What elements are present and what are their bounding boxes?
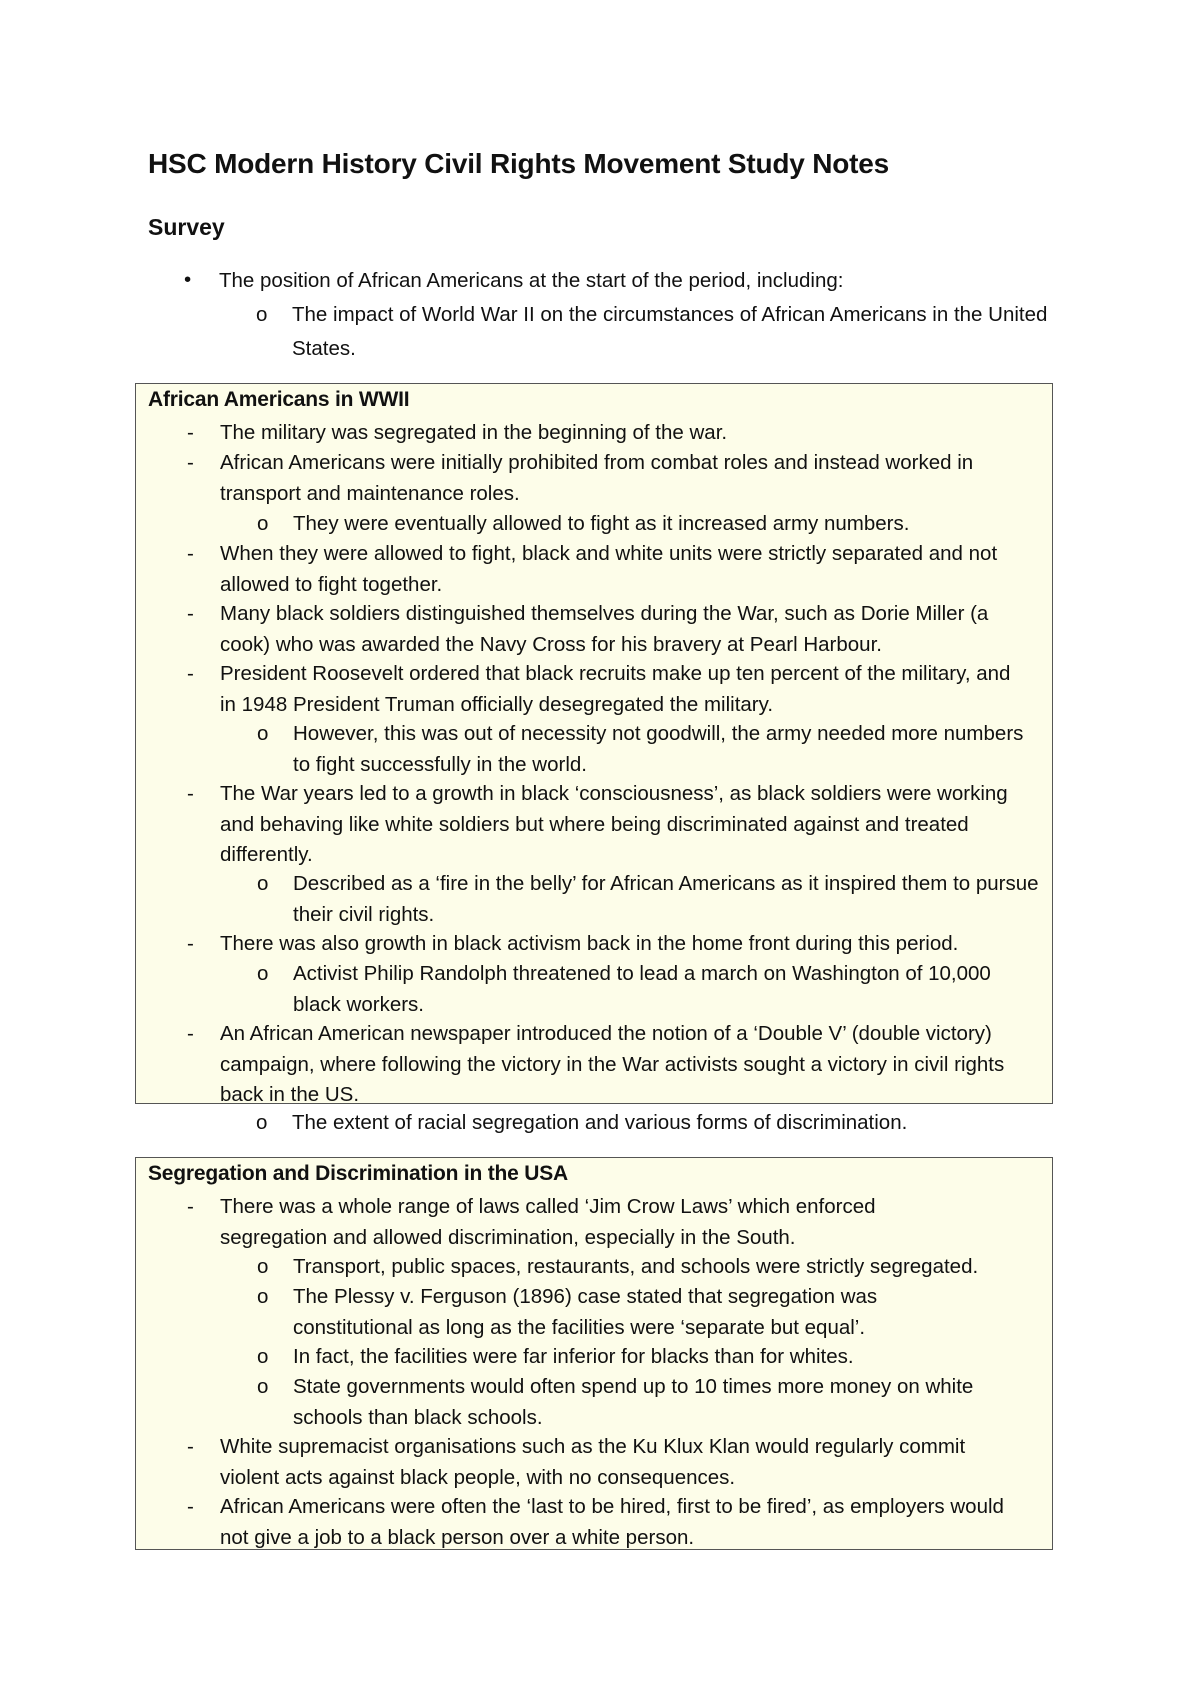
circle-marker: o [257, 1285, 269, 1308]
list-item-text: The impact of World War II on the circumstances of African Americans in the United States. [292, 303, 1048, 360]
list-item-text: When they were allowed to fight, black and white units were strictly separated and not allowed to fight together. [220, 542, 998, 596]
list-item [187, 448, 1040, 509]
list-item [257, 1372, 993, 1433]
list-item-text: An African American newspaper introduced the notion of a ‘Double V’ (double victory) campaign, where following the victory in the War activists sought a victory in civil rights back in the US. [220, 1022, 1005, 1107]
dash-marker: - [187, 542, 194, 565]
list-item-text: The extent of racial segregation and various forms of discrimination. [292, 1111, 908, 1134]
dash-marker: - [187, 421, 194, 444]
list-item-text: White supremacist organisations such as the Ku Klux Klan would regularly commit violent acts against black people, with no consequences. [220, 1435, 966, 1489]
notes-box-wwii [135, 383, 1053, 1107]
dash-marker: - [187, 662, 194, 685]
circle-marker: o [257, 872, 269, 895]
list-item [257, 509, 1043, 540]
list-item [256, 298, 1062, 366]
list-item-text: There was a whole range of laws called ‘Jim Crow Laws’ which enforced segregation and allowed discrimination, especially in the South. [220, 1195, 876, 1249]
list-item [257, 1282, 993, 1343]
circle-marker: o [257, 1375, 269, 1398]
list-item [257, 719, 1033, 780]
list-item [184, 264, 1059, 298]
list-item [187, 1019, 1040, 1111]
circle-marker: o [257, 512, 269, 535]
dash-marker: - [187, 451, 194, 474]
circle-marker: o [257, 1255, 269, 1278]
circle-marker: o [256, 1111, 268, 1134]
list-item-text: Transport, public spaces, restaurants, and schools were strictly segregated. [293, 1255, 979, 1278]
list-item-text: The position of African Americans at the start of the period, including: [219, 269, 844, 292]
list-item-text: Many black soldiers distinguished themselves during the War, such as Dorie Miller (a cook) who was awarded the Navy Cross for his bravery at Pearl Harbour. [220, 602, 989, 656]
notes-box-segregation [135, 1157, 1053, 1550]
circle-marker: o [257, 962, 269, 985]
list-item [187, 418, 1040, 449]
list-item-text: President Roosevelt ordered that black recruits make up ten percent of the military, and in 1948 President Truman officially desegregated the military. [220, 662, 1011, 716]
bullet-marker: • [184, 268, 192, 291]
list-item-text: In fact, the facilities were far inferior for blacks than for whites. [293, 1345, 854, 1368]
list-item [256, 1106, 1062, 1140]
list-item-text: There was also growth in black activism back in the home front during this period. [220, 932, 959, 955]
box-heading: Segregation and Discrimination in the USA [148, 1162, 569, 1185]
list-item [257, 869, 1043, 930]
list-item [187, 659, 1030, 720]
dash-marker: - [187, 1435, 194, 1458]
section-heading-survey: Survey [148, 214, 225, 240]
circle-marker: o [256, 303, 268, 326]
list-item-text: The Plessy v. Ferguson (1896) case stated that segregation was constitutional as long as the facilities were ‘separate but equal’. [293, 1285, 878, 1339]
list-item-text: State governments would often spend up to 10 times more money on white schools than black schools. [293, 1375, 974, 1429]
list-item-text: The military was segregated in the beginning of the war. [220, 421, 728, 444]
list-item [187, 539, 1040, 600]
list-item-text: African Americans were often the ‘last to be hired, first to be fired’, as employers would not give a job to a black person over a white person. [220, 1495, 1004, 1549]
list-item [187, 1492, 1020, 1553]
dash-marker: - [187, 1022, 194, 1045]
list-item-text: However, this was out of necessity not goodwill, the army needed more numbers to fight successfully in the world. [293, 722, 1024, 776]
list-item [187, 779, 1030, 871]
dash-marker: - [187, 1495, 194, 1518]
list-item [257, 1252, 1053, 1283]
dash-marker: - [187, 782, 194, 805]
circle-marker: o [257, 1345, 269, 1368]
list-item-text: Described as a ‘fire in the belly’ for African Americans as it inspired them to pursue their civil rights. [293, 872, 1039, 926]
list-item [257, 1342, 1033, 1373]
dash-marker: - [187, 1195, 194, 1218]
list-item-text: African Americans were initially prohibited from combat roles and instead worked in transport and maintenance roles. [220, 451, 974, 505]
list-item [187, 1192, 980, 1253]
list-item-text: The War years led to a growth in black ‘consciousness’, as black soldiers were working and behaving like white soldiers but where being discriminated against and treated differently. [220, 782, 1008, 867]
list-item [187, 929, 1040, 960]
list-item-text: They were eventually allowed to fight as it increased army numbers. [293, 512, 910, 535]
box-heading: African Americans in WWII [148, 388, 410, 411]
dash-marker: - [187, 932, 194, 955]
dash-marker: - [187, 602, 194, 625]
document-title: HSC Modern History Civil Rights Movement Study Notes [148, 148, 890, 179]
circle-marker: o [257, 722, 269, 745]
list-item-text: Activist Philip Randolph threatened to lead a march on Washington of 10,000 black workers. [293, 962, 991, 1016]
list-item [187, 599, 1040, 660]
list-item [187, 1432, 1030, 1493]
list-item [257, 959, 993, 1020]
